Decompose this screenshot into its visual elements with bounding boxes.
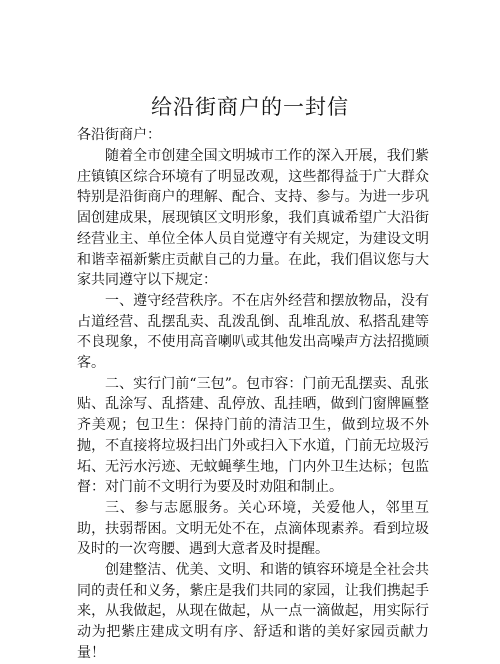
paragraph-rule-3: 三、参与志愿服务。关心环境，关爱他人，邻里互助，扶弱帮困。文明无处不在，点滴体现素养。看到垃圾及时的一次弯腰、遇到大意者及时提醒。	[77, 499, 429, 558]
paragraph-rule-2: 二、实行门前“三包”。包市容：门前无乱摆卖、乱张贴、乱涂写、乱搭建、乱停放、乱挂晒，做到门窗牌匾整齐美观；包卫生：保持门前的清洁卫生，做到垃圾不外抛，不直接将垃圾扫出门外或扫入下水道，门前无垃圾污坧、无污水污迹、无蚊蝇孳生地，门内外卫生达标；包监督：对门前不文明行为要及时劝阻和制止。	[77, 375, 429, 496]
paragraph-closing: 创建整洁、优美、文明、和谐的镇容环境是全社会共同的责任和义务，紫庄是我们共同的家园，让我们携起手来，从我做起，从现在做起，从一点一滴做起，用实际行动为把紫庄建成文明有序、舒适和谐的美好家园贡献力量！	[77, 562, 429, 661]
salutation: 各沿街商户：	[77, 127, 161, 143]
letter-body	[77, 146, 429, 664]
paragraph-rule-1: 一、遵守经营秩序。不在店外经营和摆放物品，没有占道经营、乱摆乱卖、乱泼乱倒、乱堆乱放、私搭乱建等不良现象，不使用高音喇叭或其他发出高噪声方法招揽顾客。	[77, 292, 429, 372]
paragraph-intro: 随着全市创建全国文明城市工作的深入开展，我们紫庄镇镇区综合环境有了明显改观，这些都得益于广大群众特别是沿街商户的理解、配合、支持、参与。为进一步巩固创建成果，展现镇区文明形象，我们真诚希望广大沿街经营业主、单位全体人员自觉遵守有关规定，为建设文明和谐幸福新紫庄贡献自己的力量。在此，我们倡议您与大家共同遵守以下规定：	[77, 148, 429, 289]
document-title: 给沿街商户的一封信	[151, 95, 349, 119]
